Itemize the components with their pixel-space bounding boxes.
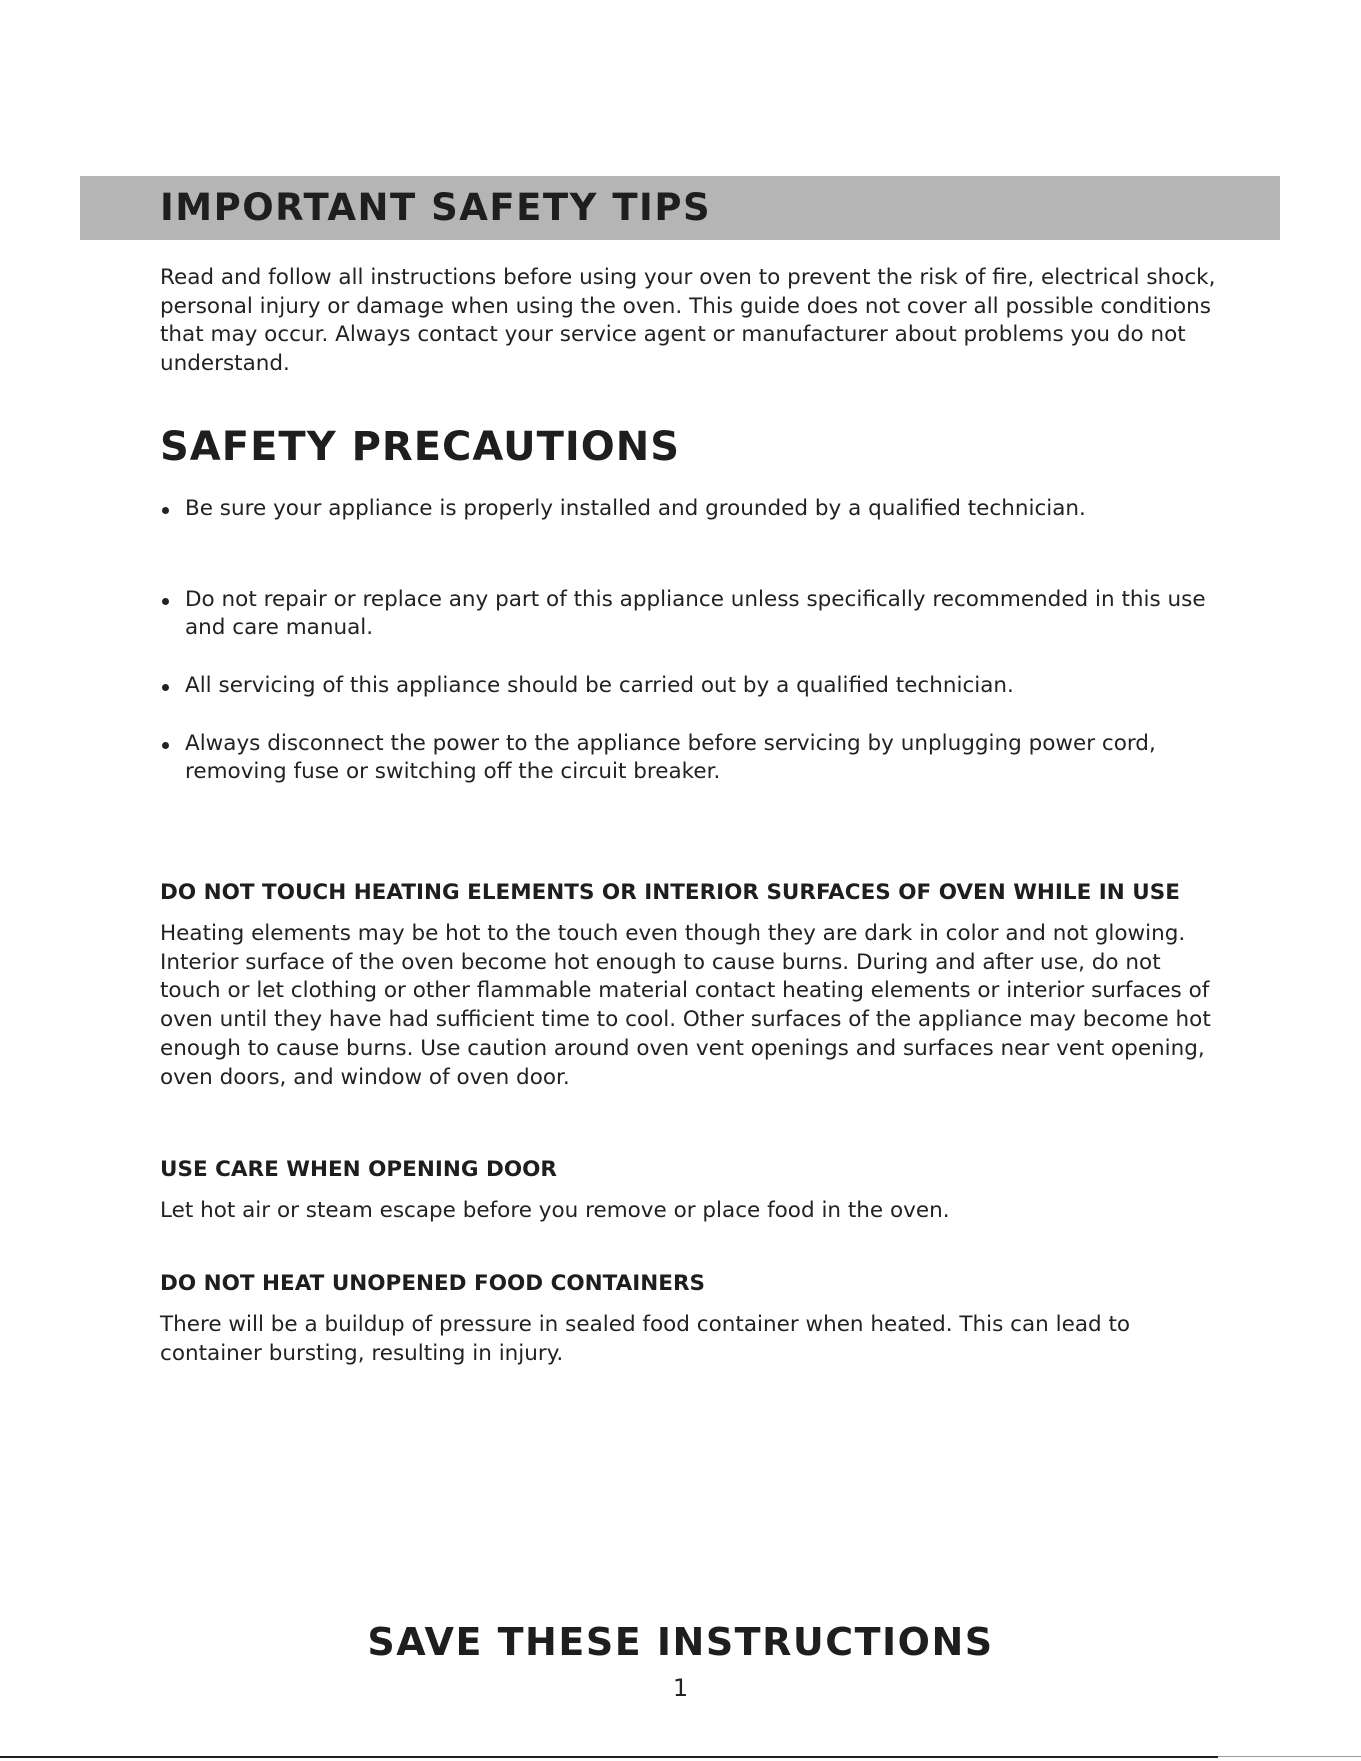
- page-title: IMPORTANT SAFETY TIPS: [160, 186, 712, 229]
- bullet-icon: [162, 684, 169, 691]
- list-item: [160, 495, 1220, 524]
- list-item: [160, 672, 1220, 701]
- save-instructions-title: SAVE THESE INSTRUCTIONS: [367, 1620, 994, 1664]
- list-item-text: Always disconnect the power to the appliance before servicing by unplugging power cord, removing fuse or switching off the circuit breaker.: [185, 730, 1156, 785]
- section-body-heating-elements: Heating elements may be hot to the touch even though they are dark in color and not glowing. Interior surface of the oven become hot enough to cause burns. During and after use, do not touch or let clothing or other flammable material contact heating elements or interior surfaces of oven until they have had sufficient time to cool. Other surfaces of the appliance may become hot enough to cause burns. Use caution around oven vent openings and surfaces near vent opening, oven doors, and window of oven door.: [160, 921, 1211, 1090]
- bottom-divider-tail: [1218, 1756, 1361, 1757]
- list-item-text: Be sure your appliance is properly installed and grounded by a qualified technician.: [185, 495, 1086, 521]
- list-item: [160, 730, 1220, 787]
- section-heading-opening-door: USE CARE WHEN OPENING DOOR: [160, 1157, 557, 1183]
- section-body-food-containers: There will be a buildup of pressure in sealed food container when heated. This can lead to container bursting, resulting in injury.: [160, 1311, 1131, 1366]
- section-body-opening-door: Let hot air or steam escape before you remove or place food in the oven.: [160, 1198, 950, 1224]
- section-heading-heating-elements: DO NOT TOUCH HEATING ELEMENTS OR INTERIOR SURFACES OF OVEN WHILE IN USE: [160, 880, 1180, 906]
- bullet-icon: [162, 742, 169, 749]
- section-heading-food-containers: DO NOT HEAT UNOPENED FOOD CONTAINERS: [160, 1270, 705, 1296]
- intro-paragraph: Read and follow all instructions before using your oven to prevent the risk of fire, electrical shock, personal injury or damage when using the oven. This guide does not cover all possible conditions that may occur. Always contact your service agent or manufacturer about problems you do not understand.: [160, 265, 1216, 377]
- precautions-heading: SAFETY PRECAUTIONS: [160, 423, 681, 470]
- list-item-text: All servicing of this appliance should be carried out by a qualified technician.: [185, 672, 1014, 698]
- page-number: 1: [672, 1674, 689, 1702]
- bullet-icon: [162, 507, 169, 514]
- list-item: [160, 586, 1220, 643]
- bottom-divider: [0, 1756, 1218, 1758]
- section-banner: [80, 176, 1280, 240]
- list-item-text: Do not repair or replace any part of this appliance unless specifically recommended in this use and care manual.: [185, 586, 1206, 641]
- bullet-icon: [162, 598, 169, 605]
- main-content: [160, 264, 1220, 1368]
- precautions-list: [160, 495, 1220, 787]
